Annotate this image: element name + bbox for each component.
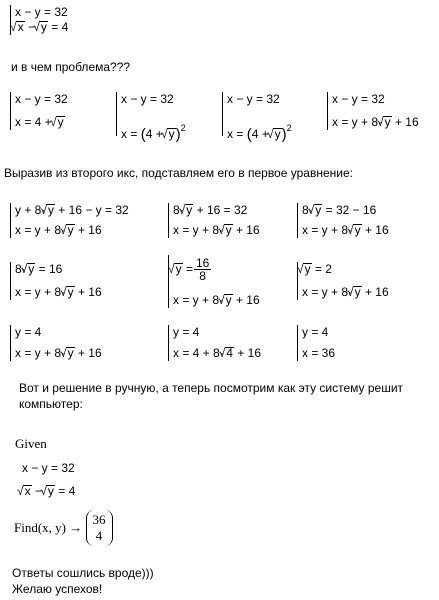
system-row1-3 bbox=[222, 92, 292, 143]
eq-part: x = y + 8· bbox=[332, 115, 383, 129]
result-x: 36 bbox=[92, 512, 106, 527]
eq-part: 8· bbox=[173, 203, 184, 217]
sqrt-expr: √ y bbox=[224, 294, 233, 306]
eq-part: + 16 = 32 bbox=[196, 203, 248, 217]
system-row1-1 bbox=[10, 92, 68, 130]
system-row1-4 bbox=[327, 92, 419, 130]
fraction-denominator: 8 bbox=[199, 269, 206, 284]
equation bbox=[302, 203, 389, 218]
exponent: 2 bbox=[180, 123, 186, 133]
result-vector bbox=[86, 510, 113, 546]
given-label: Given bbox=[15, 436, 47, 451]
eq-part: x = 4 + 8· bbox=[173, 346, 224, 360]
sqrt-expr: √ y bbox=[174, 263, 183, 275]
equation bbox=[15, 262, 102, 277]
equation: x − y = 32 bbox=[332, 92, 385, 106]
eq-part: 4 + bbox=[251, 127, 269, 141]
eq-part: = bbox=[185, 262, 193, 276]
given-eq1: x − y = 32 bbox=[22, 461, 75, 475]
sqrt-expr: √ y bbox=[39, 21, 48, 33]
system-row3-1 bbox=[10, 262, 102, 300]
equation bbox=[15, 223, 129, 238]
equation-value: = 4 bbox=[58, 484, 76, 498]
system-row2-3 bbox=[297, 203, 389, 238]
equation bbox=[121, 121, 186, 143]
sqrt-expr: √ y bbox=[66, 224, 75, 236]
eq-part: 8· bbox=[15, 262, 26, 276]
given-eq2 bbox=[22, 484, 75, 499]
sqrt-expr: √ x bbox=[23, 485, 32, 497]
sqrt-expr: √ y bbox=[66, 286, 75, 298]
sqrt-expr: √ y bbox=[46, 485, 55, 497]
equation bbox=[173, 346, 261, 361]
eq-part: + 16 bbox=[364, 223, 389, 237]
system-row4-3 bbox=[297, 325, 335, 361]
system-row3-3 bbox=[297, 262, 389, 300]
equation bbox=[227, 121, 292, 143]
eq-part: x = y + 8· bbox=[302, 223, 353, 237]
equation bbox=[302, 285, 389, 300]
equation bbox=[173, 203, 260, 218]
sqrt-expr: √ y bbox=[383, 116, 392, 128]
sqrt-expr: √ 4 bbox=[225, 347, 234, 359]
paren: ( bbox=[246, 126, 252, 143]
instruction-text: Выразив из второго икс, подставляем его в первое уравнение: bbox=[4, 166, 353, 180]
paren: ) bbox=[175, 126, 181, 143]
footer-line1: Ответы сошлись вроде))) bbox=[12, 566, 154, 580]
sqrt-expr: √ y bbox=[27, 263, 36, 275]
sqrt-expr: √ y bbox=[185, 204, 194, 216]
exponent: 2 bbox=[286, 123, 292, 133]
equation-value: = 4 bbox=[51, 20, 69, 34]
equation bbox=[15, 115, 68, 130]
equation: x − y = 32 bbox=[15, 92, 68, 106]
system-row4-1 bbox=[10, 325, 102, 361]
system-row1-2 bbox=[116, 92, 186, 143]
equation bbox=[15, 285, 102, 300]
eq-part: x = bbox=[121, 127, 138, 141]
eq-part: + 16 bbox=[235, 293, 260, 307]
eq-part: x = 4 + bbox=[15, 115, 52, 129]
sqrt-expr: √ y bbox=[273, 128, 282, 140]
sqrt-expr: √ y bbox=[224, 224, 233, 236]
equation: y = 4 bbox=[302, 325, 329, 339]
system-row2-2 bbox=[168, 203, 260, 238]
system-row4-2 bbox=[168, 325, 261, 361]
eq-part: x = bbox=[227, 127, 244, 141]
question-text: и в чем проблема??? bbox=[11, 60, 131, 74]
eq-part: + 16 − y = 32 bbox=[58, 203, 129, 217]
eq-part: x = y + 8· bbox=[15, 223, 66, 237]
sqrt-expr: √ y bbox=[167, 128, 176, 140]
sqrt-expr: √ y bbox=[353, 286, 362, 298]
equation: y = 4 bbox=[173, 325, 200, 339]
manual-text-line2: компьютер: bbox=[19, 397, 83, 411]
equation bbox=[332, 115, 419, 130]
equation: x − y = 32 bbox=[227, 92, 280, 106]
fraction-numerator: 16 bbox=[195, 256, 210, 271]
equation bbox=[173, 293, 260, 308]
sqrt-expr: √ y bbox=[314, 204, 323, 216]
equation bbox=[173, 223, 260, 238]
eq-part: x = y + 8· bbox=[302, 285, 353, 299]
eq-part: + 16 bbox=[77, 223, 102, 237]
eq-part: = 32 − 16 bbox=[325, 203, 377, 217]
sqrt-expr: √ y bbox=[353, 224, 362, 236]
result-y: 4 bbox=[95, 528, 103, 543]
eq-part: + 16 bbox=[235, 223, 260, 237]
sqrt-expr: √ y bbox=[303, 263, 312, 275]
paren: ( bbox=[140, 126, 146, 143]
equation: x − y = 32 bbox=[121, 92, 174, 106]
find-call: Find(x, y) → bbox=[14, 520, 83, 535]
manual-text-line1: Вот и решение в ручную, а теперь посмотрим как эту систему решит bbox=[19, 381, 404, 395]
find-result bbox=[14, 510, 113, 546]
sqrt-expr: √ x bbox=[16, 21, 25, 33]
top-system bbox=[10, 5, 68, 35]
equation bbox=[15, 346, 102, 361]
equation: y = 4 bbox=[15, 325, 42, 339]
eq-part: x = y + 8· bbox=[15, 285, 66, 299]
eq-part: y + 8· bbox=[15, 203, 46, 217]
equation: x = 36 bbox=[302, 346, 336, 360]
eq-part: = 16 bbox=[38, 262, 63, 276]
footer-line2: Желаю успехов! bbox=[12, 582, 103, 596]
paren: ) bbox=[281, 126, 287, 143]
equation: x − y = 32 bbox=[15, 5, 68, 19]
eq-part: + 16 bbox=[77, 346, 102, 360]
fraction bbox=[194, 257, 211, 282]
eq-part: 8· bbox=[302, 203, 313, 217]
equation bbox=[173, 255, 260, 283]
equation bbox=[302, 223, 389, 238]
eq-part: x = y + 8· bbox=[173, 223, 224, 237]
eq-part: + 16 bbox=[364, 285, 389, 299]
sqrt-expr: √ y bbox=[56, 116, 65, 128]
sqrt-expr: √ y bbox=[46, 204, 55, 216]
eq-part: + 16 bbox=[77, 285, 102, 299]
eq-part: x = y + 8· bbox=[173, 293, 224, 307]
eq-part: + 16 bbox=[237, 346, 262, 360]
equation bbox=[15, 20, 68, 35]
system-row2-1 bbox=[10, 203, 129, 238]
eq-part: 4 + bbox=[145, 127, 163, 141]
operator: − bbox=[27, 20, 35, 34]
operator: − bbox=[34, 484, 42, 498]
eq-part: x = y + 8· bbox=[15, 346, 66, 360]
system-row3-2 bbox=[168, 255, 260, 308]
sqrt-expr: √ y bbox=[66, 347, 75, 359]
equation bbox=[15, 203, 129, 218]
equation bbox=[302, 262, 389, 277]
eq-part: = 2 bbox=[314, 262, 332, 276]
eq-part: + 16 bbox=[394, 115, 419, 129]
